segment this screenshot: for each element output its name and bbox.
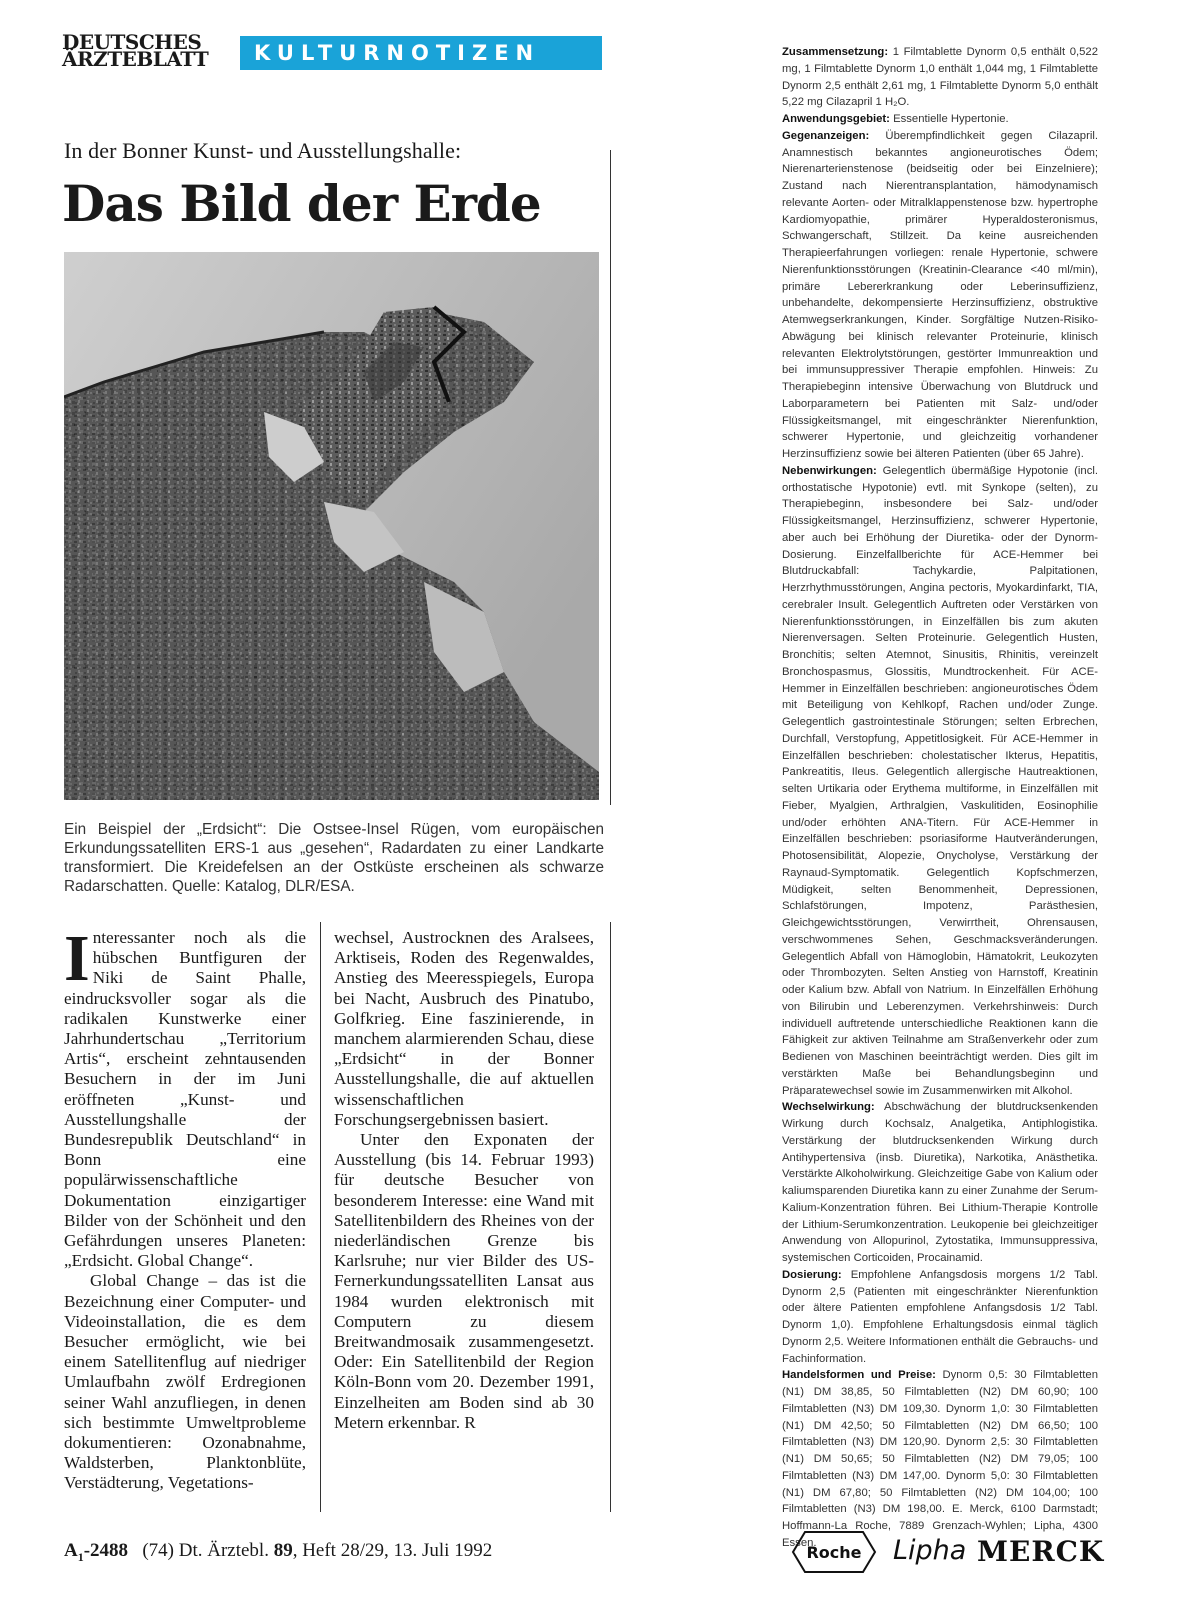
page-number: $A_1-2488$ xyxy=(64,1540,129,1564)
info-label: Gegenanzeigen: xyxy=(782,129,870,142)
info-text: 1 Filmtablette Dynorm 0,5 enthält 0,522 mg, 1 Filmtablette Dynorm 1,0 enthält 1,044 mg, 1 Filmtablette Dynorm 2,5 enthält 2,61 mg, 1 Filmtablette Dynorm 5,0 enthält 5,22 mg Cilazapril 1 H₂O. xyxy=(782,46,1098,109)
roche-logo xyxy=(791,1529,877,1575)
section-banner xyxy=(240,36,602,70)
paragraph: Global Change – das ist die Bezeichnung einer Computer- und Videoinstallation, die es dem Besucher ermöglicht, wie bei einem Satellitenflug auf niedriger Umlaufbahn zwölf Erdregionen seiner Wahl anzufliegen, in denen sich bestimmte Umweltprobleme dokumentieren: Ozonabnahme, Waldsterben, Planktonblüte, Verstädterung, Vegetations- xyxy=(64,1271,306,1493)
paragraph xyxy=(64,922,306,1271)
volume-number: 89 xyxy=(273,1540,293,1561)
info-label: Dosierung: xyxy=(782,1268,842,1281)
lipha-logo: Lipha xyxy=(893,1535,967,1566)
info-text: Abschwächung der blutdrucksenkenden Wirkung durch Kochsalz, Analgetika, Antiphlogistika. Verstärkung der blutdrucksenkenden Wirkung durch Antihypertensiva (insb. Diuretika), Narkotika, Anästhetika. Verstärkte Alkoholwirkung. Gleichzeitige Gabe von Kalium oder kaliumsparenden Diuretika kann zu einer Zunahme der Serum-Kalium-Konzentration führen. Bei Lithium-Therapie Kontrolle der Lithium-Serumkonzentration. Leukopenie bei gleichzeitiger Anwendung von Allopurinol, Zytostatika, Immunsuppressiva, systemischen Corticoiden, Procainamid. xyxy=(782,1101,1098,1264)
info-section xyxy=(782,128,1098,463)
info-text: Gelegentlich übermäßige Hypotonie (incl. orthostatische Hypotonie) evtl. mit Synkope (selten), zu Therapiebeginn, insbesondere bei Salz- und/oder Flüssigkeitsmangel, Herzinsuffizienz, schwerer Hypertonie, aber auch bei Erhöhung der Diuretika- oder der Dynorm-Dosierung. Einzelfallberichte für ACE-Hemmer bei Blutdruckabfall: Tachykardie, Palpitationen, Herzrhythmusstörungen, Angina pectoris, Myokardinfarkt, TIA, cerebraler Insult. Gelegentlich Auftreten oder Verstärken von Nierenfunktionsstörungen, in Einzelfällen bis zum akuten Nierenversagen. Selten Proteinurie. Gelegentlich Husten, Bronchitis; selten Atemnot, Sinusitis, Rhinitis, vereinzelt Bronchospasmus, Glossitis, Mundtrockenheit. Für ACE-Hemmer in Einzelfällen beschrieben: angioneurotisches Ödem mit Beteiligung von Kehlkopf, Rachen und/oder Zunge. Gelegentlich gastrointestinale Störungen; selten Erbrechen, Durchfall, Verstopfung, Appetitlosigkeit. Für ACE-Hemmer in Einzelfällen beschrieben: cholestatischer Ikterus, Hepatitis, Pankreatitis, Ileus. Gelegentlich allergische Hautreaktionen, selten Urtikaria oder Erythema multiforme, in Einzelfällen mit Fieber, Myalgien, Arthralgien, Vaskulitiden, Eosinophilie und/oder erhöhten ANA-Titern. Für ACE-Hemmer in Einzelfällen beschrieben: psoriasiforme Hautveränderungen, Photosensibilität, Alopezie, Onycholyse, Verstärkung der Raynaud-Symptomatik. Gelegentlich Kopfschmerzen, Müdigkeit, selten Benommenheit, Depressionen, Schlafstörungen, Impotenz, Parästhesien, Gleichgewichtsstörungen, Verwirrtheit, Ohrensausen, verschwommenes Sehen, Geschmacksveränderungen. Gelegentlich Abfall von Hämoglobin, Hämatokrit, Leukozyten oder Thrombozyten. Selten Anstieg von Harnstoff, Kreatinin oder Kalium bzw. Abfall von Natrium. In Einzelfällen Erhöhung von Bilirubin und Leberenzymen. Verkehrshinweis: Durch individuell auftretende unterschiedliche Reaktionen kann die Fähigkeit zur aktiven Teilnahme am Straßenverkehr oder zum Bedienen von Maschinen beeinträchtigt werden. Dies gilt im verstärkten Maße bei Behandlungsbeginn und Präparatewechsel sowie im Zusammenwirken mit Alkohol. xyxy=(782,464,1098,1097)
satellite-image xyxy=(64,252,599,800)
drop-cap: I xyxy=(64,922,90,995)
info-label: Anwendungsgebiet: xyxy=(782,113,890,125)
info-text: Dynorm 0,5: 30 Filmtabletten (N1) DM 38,85, 50 Filmtabletten (N2) DM 60,90; 100 Filmtabletten (N3) DM 109,30. Dynorm 1,0: 30 Filmtabletten (N1) DM 42,50; 50 Filmtabletten (N2) DM 66,50; 100 Filmtabletten (N3) DM 120,90. Dynorm 2,5: 30 Filmtabletten (N1) DM 50,65; 50 Filmtabletten (N2) DM 79,05; 100 Filmtabletten (N3) DM 147,00. Dynorm 5,0: 30 Filmtabletten (N1) DM 67,80; 50 Filmtabletten (N2) DM 104,00; 100 Filmtabletten (N3) DM 198,00. E. Merck, 6100 Darmstadt; Hoffmann-La Roche, 7889 Grenzach-Wyhlen; Lipha, 4300 Essen. xyxy=(782,1369,1098,1549)
issue-citation: (74) Dt. Ärztebl. xyxy=(142,1540,269,1561)
masthead-line2: ÄRZTEBLATT xyxy=(62,47,209,71)
info-label: Handelsformen und Preise: xyxy=(782,1369,936,1382)
info-section xyxy=(782,44,1098,111)
info-text: Überempfindlichkeit gegen Cilazapril. Anamnestisch bekanntes angioneurotisches Ödem; Nierenarterienstenose (beidseitig oder bei Einzelniere); Zustand nach Nierentransplantation, hämodynamisch relevante Aorten- oder Mitralklappenstenose bzw. hypertrophe Kardiomyopathie, primärer Hyperaldosteronismus, Schwangerschaft, Stillzeit. Da keine ausreichenden Therapieerfahrungen vorliegen: renale Hypertonie, schwere Nierenfunktionsstörungen (Kreatinin-Clearance <40 ml/min), primäre Lebererkrankung oder Leberinsuffizienz, unbehandelte, dekompensierte Herzinsuffizienz, obstruktive Atemwegserkrankungen, Kinder. Sorgfältige Nutzen-Risiko-Abwägung bei klinisch relevanter Proteinurie, klinisch relevanten Elektrolytstörungen, gestörter Immunreaktion und bei immunsuppressiver Therapie empfohlen. Hinweis: Zu Therapiebeginn intensive Überwachung von Blutdruck und Laborparametern bei Patienten mit Salz- und/oder Flüssigkeitsmangel, mit eingeschränkter Nierenfunktion, schwerer Hypertonie, und gleichzeitig vorhandener Herzinsuffizienz sowie bei älteren Patienten (über 65 Jahre). xyxy=(782,129,1098,460)
paragraph: wechsel, Austrocknen des Aralsees, Arktiseis, Roden des Regenwaldes, Anstieg des Meeresspiegels, Europa bei Nacht, Ausbruch des Pinatubo, Golfkrieg. Eine faszinierende, in manchem alarmierenden Schau, diese „Erdsicht“ in der Bonner Ausstellungshalle, die auf aktuellen wissenschaftlichen Forschungsergebnissen basiert. xyxy=(334,928,594,1129)
author-sign: R xyxy=(464,1412,476,1432)
column-divider xyxy=(320,922,321,1512)
column-divider xyxy=(610,922,611,1512)
merck-logo: MERCK xyxy=(977,1535,1105,1568)
page-footer xyxy=(64,1540,492,1565)
article-column-1 xyxy=(64,922,306,1494)
roche-label: Roche xyxy=(806,1543,862,1562)
drug-information xyxy=(782,44,1098,1552)
section-label: KULTURNOTIZEN xyxy=(254,41,541,65)
info-label: Nebenwirkungen: xyxy=(782,464,877,477)
image-caption: Ein Beispiel der „Erdsicht“: Die Ostsee-Insel Rügen, vom europäischen Erkundungssatelliten ERS-1 aus „gesehen“, Radardaten zu einer Landkarte transformiert. Die Kreidefelsen an der Ostküste erscheinen als schwarze Radarschatten. Quelle: Katalog, DLR/ESA. xyxy=(64,821,604,895)
masthead-line1: DEUTSCHES xyxy=(62,30,202,54)
info-section xyxy=(782,1099,1098,1267)
info-text: Empfohlene Anfangsdosis morgens 1/2 Tabl. Dynorm 2,5 (Patienten mit eingeschränkter Nierenfunktion oder ältere Patienten empfohlene Anfangsdosis 1/2 Tabl. Dynorm 1,0). Empfohlene Erhaltungsdosis einmal täglich Dynorm 2,5. Weitere Informationen enthält die Gebrauchs- und Fachinformation. xyxy=(782,1268,1098,1365)
article-kicker: In der Bonner Kunst- und Ausstellungshalle: xyxy=(64,138,462,163)
info-label: Wechselwirkung: xyxy=(782,1101,875,1114)
article-column-2 xyxy=(334,928,594,1433)
column-divider xyxy=(610,150,611,805)
issue-date: , Heft 28/29, 13. Juli 1992 xyxy=(292,1540,493,1561)
info-label: Zusammensetzung: xyxy=(782,46,889,58)
info-section xyxy=(782,111,1098,128)
paragraph-text: Unter den Exponaten der Ausstellung (bis 14. Februar 1993) für deutsche Besucher von besonderem Interesse: eine Wand mit Satellitenbildern des Rheines von der niederländischen Grenze bis Karlsruhe; nur vier Bilder des US-Fernerkundungssatelliten Lansat aus 1984 wurden elektronisch mit Computern zu diesem Breitwandmosaik zusammengesetzt. Oder: Ein Satellitenbild der Region Köln-Bonn vom 20. Dezember 1991, Einzelheiten am Boden sind ab 30 Metern erkennbar. xyxy=(334,1130,594,1432)
paragraph xyxy=(334,1130,594,1433)
info-section xyxy=(782,463,1098,1100)
info-section xyxy=(782,1367,1098,1551)
info-section xyxy=(782,1267,1098,1368)
paragraph-text: nteressanter noch als die hübschen Buntfiguren der Niki de Saint Phalle, eindrucksvoller sogar als die radikalen Kunstwerke einer Jahrhundertschau „Territorium Artis“, erscheint zehntausenden Besuchern in der im Juni eröffneten „Kunst- und Ausstellungshalle der Bundesrepublik Deutschland“ in Bonn eine populärwissenschaftliche Dokumentation einzigartiger Bilder von der Schönheit und den Gefährdungen unseres Planeten: „Erdsicht. Global Change“. xyxy=(64,928,306,1271)
info-text: Essentielle Hypertonie. xyxy=(889,113,1009,125)
article-title: Das Bild der Erde xyxy=(62,174,541,233)
masthead-logo xyxy=(62,30,209,71)
